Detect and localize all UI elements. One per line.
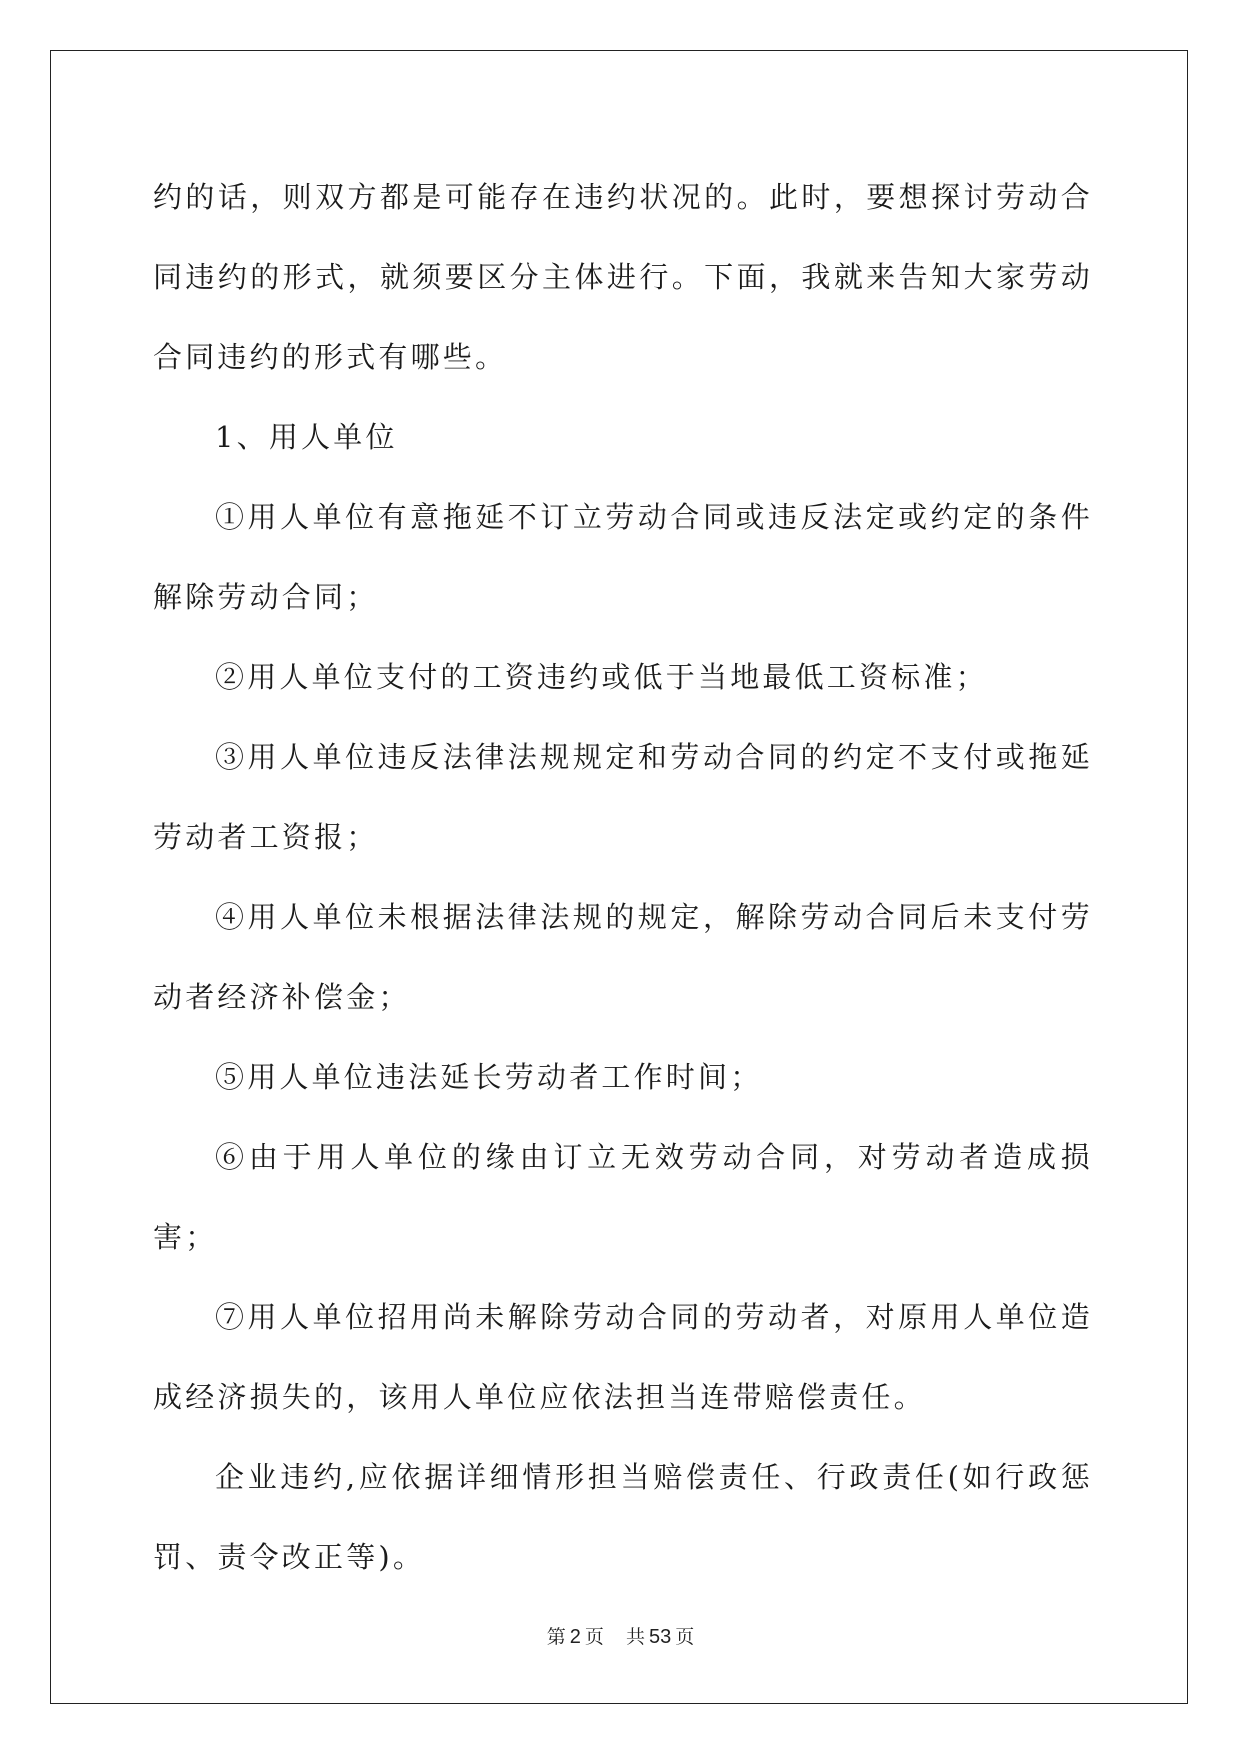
footer-page-prefix: 第	[546, 1626, 566, 1648]
document-body	[153, 157, 1093, 1597]
list-item: ②用人单位支付的工资违约或低于当地最低工资标准；	[215, 660, 988, 694]
list-item: ①用人单位有意拖延不订立劳动合同或违反法定或约定的条件解除劳动合同；	[153, 500, 1093, 614]
paragraph: 企业违约,应依据详细情形担当赔偿责任、行政责任(如行政惩罚、责令改正等)。	[153, 1460, 1093, 1574]
list-item: ④用人单位未根据法律法规的规定，解除劳动合同后未支付劳动者经济补偿金；	[153, 900, 1093, 1014]
list-item: ⑤用人单位违法延长劳动者工作时间；	[215, 1060, 763, 1094]
list-item: ⑦用人单位招用尚未解除劳动合同的劳动者，对原用人单位造成经济损失的，该用人单位应依法担当连带赔偿责任。	[153, 1300, 1093, 1414]
footer-page-number: 2	[569, 1626, 581, 1648]
section-heading: 1、用人单位	[215, 420, 398, 454]
page-footer	[0, 1622, 1241, 1649]
footer-total-suffix: 页	[675, 1626, 695, 1648]
list-item: ③用人单位违反法律法规规定和劳动合同的约定不支付或拖延劳动者工资报；	[153, 740, 1093, 854]
footer-page-suffix: 页	[584, 1626, 604, 1648]
paragraph: 约的话，则双方都是可能存在违约状况的。此时，要想探讨劳动合同违约的形式，就须要区分主体进行。下面，我就来告知大家劳动合同违约的形式有哪些。	[153, 180, 1093, 374]
list-item: ⑥由于用人单位的缘由订立无效劳动合同，对劳动者造成损害；	[153, 1140, 1093, 1254]
footer-total-pages: 53	[648, 1626, 672, 1648]
footer-total-prefix: 共	[625, 1626, 645, 1648]
